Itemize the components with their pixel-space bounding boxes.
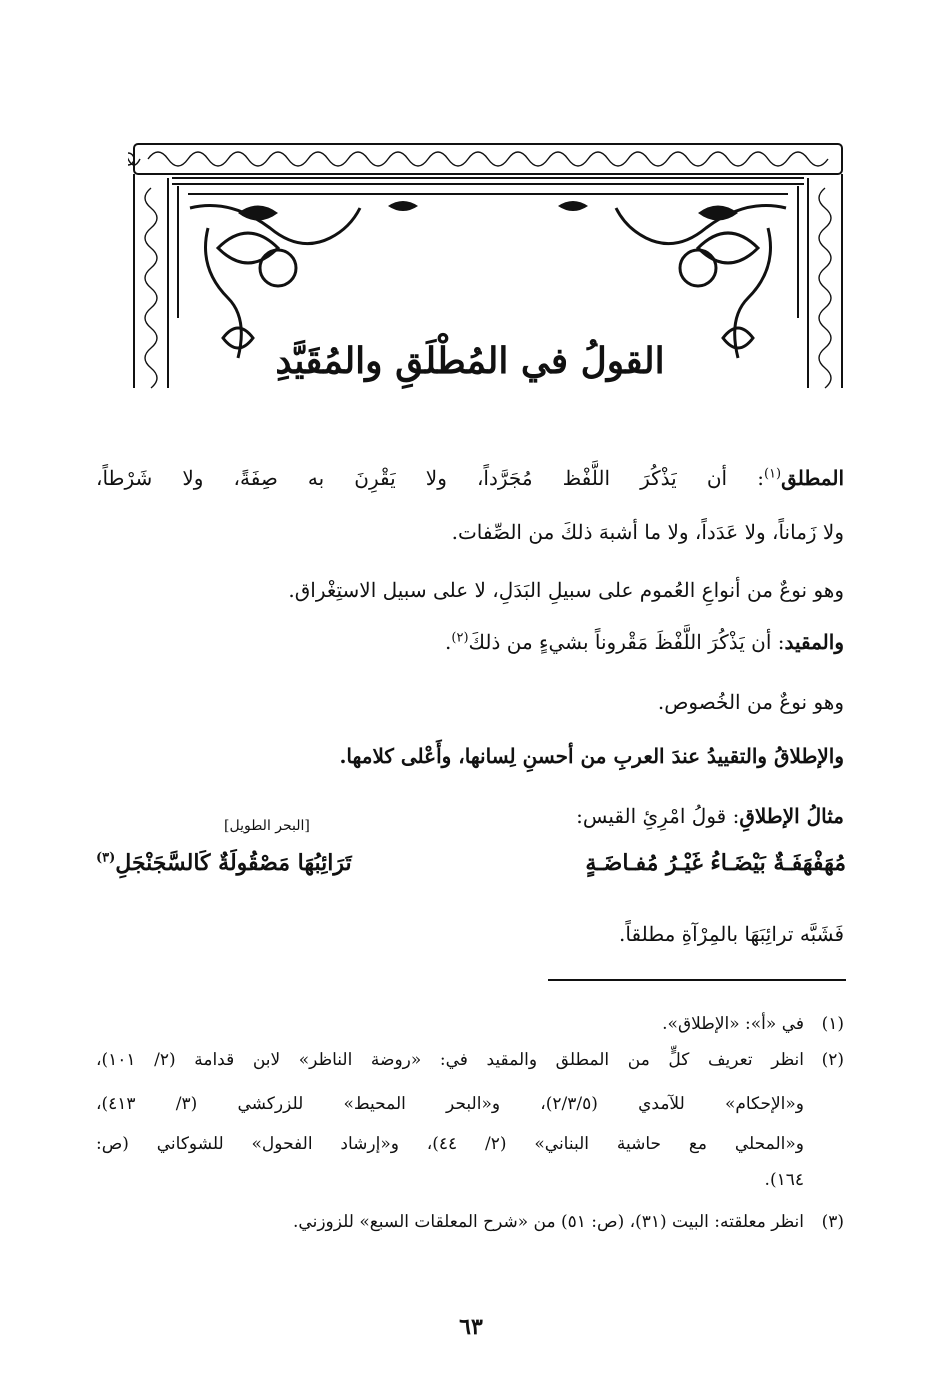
footnote-3: [293, 1212, 844, 1232]
verse-first-hemistich: مُهَفْهَفَـةٌ بَيْضَـاءُ غَيْـرُ مُفـاضَـةٍ: [585, 850, 846, 876]
paragraph-1-line-2: ولا زَماناً، ولا عَدَداً، ولا ما أشبهَ ذلكَ من الصِّفات.: [451, 520, 844, 544]
footnote-3-number: (٣): [821, 1212, 844, 1232]
paragraph-6-text: : قولُ امْرِئِ القيس:: [576, 804, 740, 828]
verse-second-hemistich-text: تَرَائِبُهَا مَصْقُولَةٌ كَالسَّجَنْجَلِ: [115, 850, 352, 876]
paragraph-4: وهو نوعٌ من الخُصوص.: [657, 690, 844, 714]
paragraph-1-line-1: [96, 466, 844, 490]
footnote-2-line-4: ١٦٤).: [764, 1170, 804, 1190]
footnote-ref-3[interactable]: (٣): [96, 850, 116, 866]
meter-label: [البحر الطويل]: [224, 818, 310, 834]
footnote-3-text: انظر معلقته: البيت (٣١)، (ص: ٥١) من «شرح المعلقات السبع» للزوزني.: [293, 1212, 804, 1232]
footnote-2: [804, 1050, 844, 1070]
footnote-ref-2[interactable]: (٢): [451, 630, 469, 646]
paragraph-3-text: : أن يَذْكُرَ اللَّفْظَ مَقْروناً بشيءٍ من ذلكَ: [468, 630, 785, 654]
verse-second-hemistich: [96, 850, 352, 876]
paragraph-3-end: .: [445, 630, 452, 654]
footnote-1: [662, 1014, 844, 1034]
footnote-2-line-3: و«المحلي مع حاشية البناني» (٢/ ٤٤)، و«إرشاد الفحول» للشوكاني (ص:: [96, 1134, 804, 1154]
paragraph-5: والإطلاقُ والتقييدُ عندَ العربِ من أحسنِ لِسانها، وأَعْلى كلامها.: [339, 744, 844, 768]
paragraph-7: فَشَبَّه ترائِبَهَا بالمِرْآةِ مطلقاً.: [619, 922, 844, 946]
footnote-2-number: (٢): [821, 1050, 844, 1070]
footnote-1-number: (١): [821, 1014, 844, 1034]
chapter-title: القولُ في المُطْلَقِ والمُقَيَّدِ: [275, 340, 665, 382]
poetry-verse: [96, 850, 846, 890]
footnote-separator: [548, 979, 846, 981]
paragraph-1-text: : أن يَذْكُرَ اللَّفْظ مُجَرَّداً، ولا يَقْرِنَ به صِفَةً، ولا شَرْطاً،: [96, 466, 764, 490]
paragraph-6: [576, 804, 844, 828]
footnote-1-text: في «أ»: «الإطلاق».: [662, 1014, 804, 1034]
term-mutlaq: المطلق: [781, 466, 844, 490]
paragraph-3: [445, 630, 844, 654]
footnote-2-line-2: و«الإحكام» للآمدي (٢/٣/٥)، و«البحر المحيط» للزركشي (٣/ ٤١٣)،: [96, 1094, 804, 1114]
page-number: ٦٣: [459, 1314, 483, 1340]
term-muqayyad: والمقيد: [784, 630, 844, 654]
footnote-2-line-1: انظر تعريف كلٍّ من المطلق والمقيد في: «روضة الناظر» لابن قدامة (٢/ ١٠١)،: [96, 1050, 804, 1070]
paragraph-2: وهو نوعٌ من أنواعِ العُموم على سبيلِ البَدَلِ، لا على سبيل الاستِغْراق.: [288, 578, 844, 602]
footnote-ref-1[interactable]: (١): [763, 466, 782, 482]
example-heading: مثالُ الإطلاقِ: [739, 804, 844, 828]
